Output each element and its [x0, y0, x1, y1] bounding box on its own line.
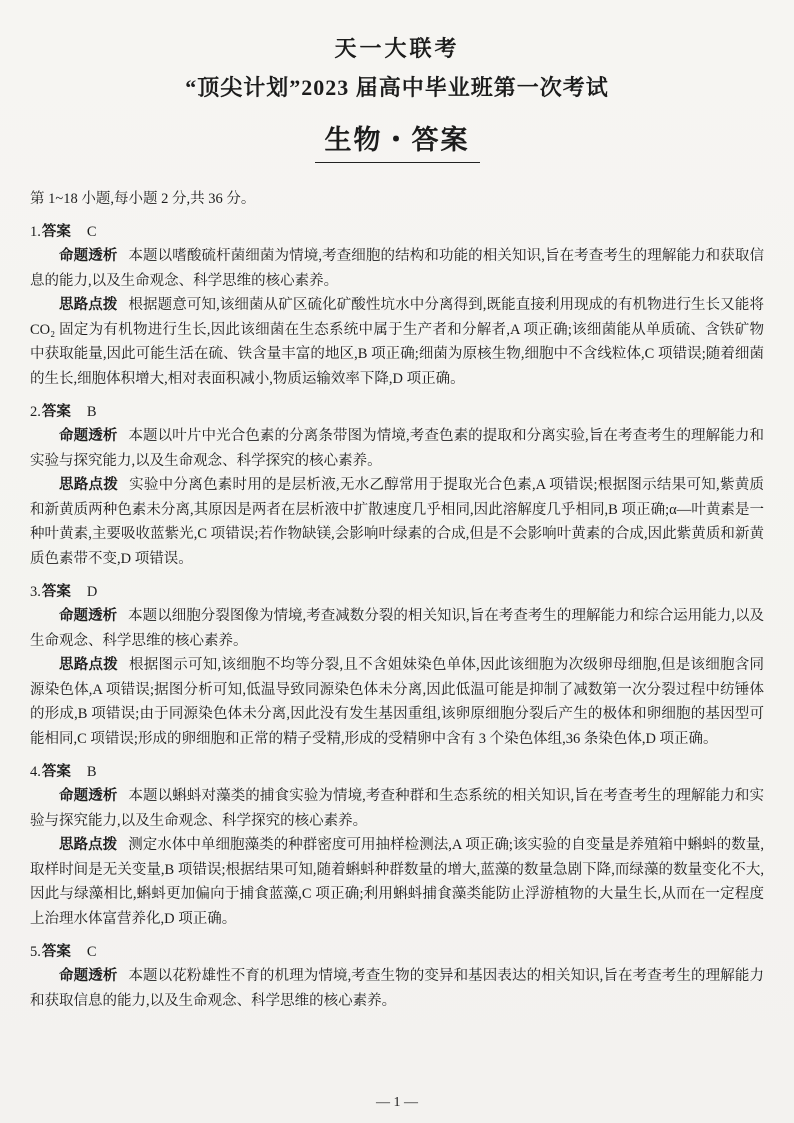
section-label: 思路点拨 — [59, 837, 118, 853]
question-number: 5. — [30, 944, 41, 960]
analysis-paragraph — [30, 964, 764, 1013]
section-label: 命题透析 — [59, 968, 118, 984]
section-text: 本题以细胞分裂图像为情境,考查减数分裂的相关知识,旨在考查考生的理解能力和综合运用能力,以及生命观念、科学思维的核心素养。 — [30, 608, 765, 649]
answer-line — [30, 400, 764, 424]
section-text: 测定水体中单细胞藻类的种群密度可用抽样检测法,A 项正确;该实验的自变量是养殖箱中蝌蚪的数量,取样时间是无关变量,B 项错误;根据结果可知,随着蝌蚪种群数量的增大,蓝藻的数量急剧下降,而绿藻的数量变化不大,因此与绿藻相比,蝌蚪更加偏向于捕食蓝藻,C 项正确;利用蝌蚪捕食藻类能防止浮游植物的大量生长,从而在一定程度上治理水体富营养化,D 项正确。 — [30, 837, 764, 927]
analysis-paragraph — [30, 424, 764, 473]
analysis-paragraph — [30, 604, 764, 653]
section-label: 思路点拨 — [59, 657, 119, 673]
question-number: 3. — [30, 584, 41, 600]
doc-title: 生物・答案 — [315, 118, 480, 163]
section-text: 本题以嗜酸硫杆菌细菌为情境,考查细胞的结构和功能的相关知识,旨在考查考生的理解能力和获取信息的能力,以及生命观念、科学思维的核心素养。 — [30, 248, 764, 289]
section-label: 思路点拨 — [59, 477, 119, 493]
question-2 — [30, 400, 764, 571]
exam-title: “顶尖计划”2023 届高中毕业班第一次考试 — [185, 75, 609, 100]
question-number: 1. — [30, 224, 41, 240]
intro-line: 第 1~18 小题,每小题 2 分,共 36 分。 — [30, 191, 256, 207]
page-number: — 1 — — [376, 1095, 418, 1110]
answer-letter: D — [86, 584, 98, 600]
answer-line — [30, 580, 764, 604]
hint-paragraph — [30, 653, 764, 751]
question-5 — [30, 940, 764, 1013]
section-text: 本题以叶片中光合色素的分离条带图为情境,考查色素的提取和分离实验,旨在考查考生的理解能力和实验与探究能力,以及生命观念、科学探究的核心素养。 — [30, 428, 764, 469]
answer-label: 答案 — [41, 944, 71, 960]
answer-label: 答案 — [41, 404, 71, 420]
answer-letter: B — [86, 764, 97, 780]
answer-letter: B — [86, 404, 97, 420]
answer-label: 答案 — [41, 764, 71, 780]
answer-letter: C — [86, 944, 97, 960]
hint-paragraph — [30, 293, 764, 391]
section-text: 根据题意可知,该细菌从矿区硫化矿酸性坑水中分离得到,既能直接利用现成的有机物进行生长又能将 CO₂ 固定为有机物进行生长,因此该细菌在生态系统中属于生产者和分解者,A 项正确;该细菌能从单质硫、含铁矿物中获取能量,因此可能生活在硫、铁含量丰富的地区,B 项正确;细菌为原核生物,细胞中不含线粒体,C 项错误;随着细菌的生长,细胞体积增大,相对表面积减小,物质运输效率下降,D 项正确。 — [30, 297, 764, 387]
doc-header — [30, 32, 764, 163]
answer-label: 答案 — [41, 584, 71, 600]
question-number: 4. — [30, 764, 41, 780]
answer-line — [30, 220, 764, 244]
answer-letter: C — [86, 224, 97, 240]
section-text: 实验中分离色素时用的是层析液,无水乙醇常用于提取光合色素,A 项错误;根据图示结果可知,紫黄质和新黄质两种色素未分离,其原因是两者在层析液中扩散速度几乎相同,因此溶解度几乎相同,B 项正确;α—叶黄素是一种叶黄素,主要吸收蓝紫光,C 项错误;若作物缺镁,会影响叶绿素的合成,但是不会影响叶黄素的合成,因此紫黄质和新黄质色素带不变,D 项错误。 — [30, 477, 764, 567]
question-number: 2. — [30, 404, 41, 420]
answer-line — [30, 760, 764, 784]
answer-line — [30, 940, 764, 964]
hint-paragraph — [30, 473, 764, 571]
question-1 — [30, 220, 764, 391]
hint-paragraph — [30, 833, 764, 931]
section-text: 本题以蝌蚪对藻类的捕食实验为情境,考查种群和生态系统的相关知识,旨在考查考生的理解能力和实验与探究能力,以及生命观念、科学探究的核心素养。 — [30, 788, 764, 829]
section-label: 思路点拨 — [59, 297, 118, 313]
question-3 — [30, 580, 764, 751]
analysis-paragraph — [30, 244, 764, 293]
analysis-paragraph — [30, 784, 764, 833]
section-label: 命题透析 — [59, 248, 118, 264]
section-text: 根据图示可知,该细胞不均等分裂,且不含姐妹染色单体,因此该细胞为次级卵母细胞,但是该细胞含同源染色体,A 项错误;据图分析可知,低温导致同源染色体未分离,因此低温可能是抑制了减数第一次分裂过程中纺锤体的形成,B 项错误;由于同源染色体未分离,因此没有发生基因重组,该卵原细胞分裂后产生的极体和卵细胞的基因型可能相同,C 项错误;形成的卵细胞和正常的精子受精,形成的受精卵中含有 3 个染色体组,36 条染色体,D 项正确。 — [30, 657, 765, 747]
question-4 — [30, 760, 764, 931]
doc-title-wrap — [30, 118, 764, 163]
section-label: 命题透析 — [59, 428, 118, 444]
section-text: 本题以花粉雄性不育的机理为情境,考查生物的变异和基因表达的相关知识,旨在考查考生的理解能力和获取信息的能力,以及生命观念、科学思维的核心素养。 — [30, 968, 764, 1009]
exam-brand: 天一大联考 — [334, 36, 460, 61]
section-label: 命题透析 — [59, 608, 118, 624]
answer-label: 答案 — [41, 224, 71, 240]
section-label: 命题透析 — [59, 788, 118, 804]
